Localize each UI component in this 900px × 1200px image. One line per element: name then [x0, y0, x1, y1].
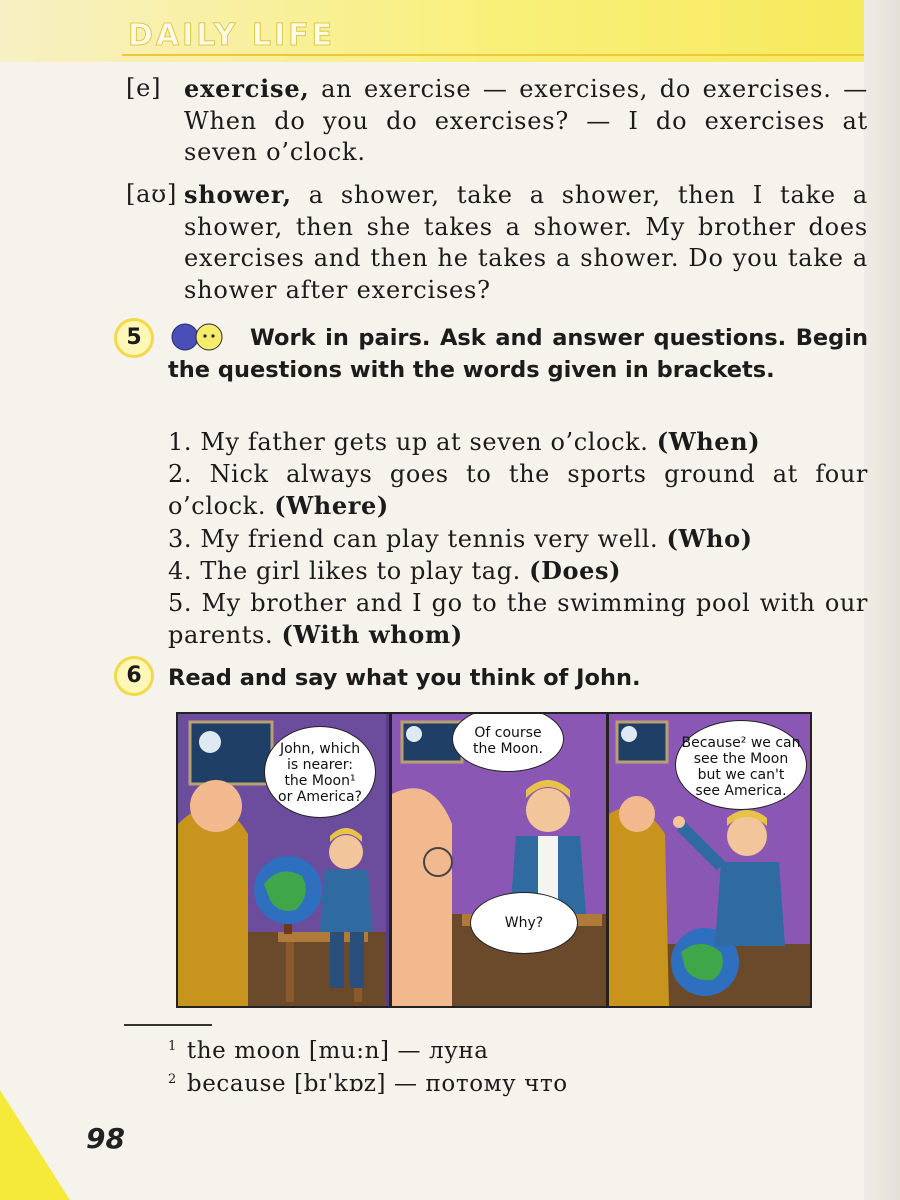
list-item: 2. Nick always goes to the sports ground at four o’clock. (Where) — [168, 459, 868, 520]
footnote: $^1$ the moon [mu:n] — луна — [168, 1038, 489, 1064]
speech-bubble: Because² we can see the Moon but we can't see America. — [675, 720, 807, 810]
exercise-number: 5 — [114, 318, 154, 358]
vocab-headword: shower, — [184, 180, 292, 209]
list-item: 4. The girl likes to play tag. (Does) — [168, 556, 622, 585]
phonetic-symbol: [aʊ] — [126, 180, 178, 208]
comic-panel-3 — [606, 714, 812, 1006]
phonetic-symbol: [e] — [126, 74, 162, 102]
speech-bubble: John, which is nearer: the Moon¹ or America? — [264, 726, 376, 818]
list-item: 1. My father gets up at seven o’clock. (When) — [168, 427, 761, 456]
vocab-examples: a shower, take a shower, then I take a shower, then she takes a shower. My brother does exercises and then he takes a shower. Do you take a shower after exercises? — [184, 181, 868, 304]
vocab-headword: exercise, — [184, 74, 310, 103]
exercise-instruction: Read and say what you think of John. — [168, 665, 641, 691]
exercise-number: 6 — [114, 656, 154, 696]
page-title: DAILY LIFE — [128, 18, 336, 53]
header-rule — [122, 54, 867, 56]
list-item: 3. My friend can play tennis very well. (Who) — [168, 523, 753, 553]
speech-bubble: Why? — [470, 892, 578, 954]
vocab-text — [184, 179, 868, 306]
comic-strip — [176, 712, 812, 1008]
vocab-text — [184, 73, 868, 169]
footnote: $^2$ because [bɪˈkɒz] — потому что — [168, 1071, 568, 1097]
page-edge — [864, 0, 900, 1200]
corner-decoration — [0, 1090, 70, 1200]
footnote-divider — [124, 1024, 212, 1026]
vocab-entry — [126, 73, 868, 169]
list-item: 5. My brother and I go to the swimming pool with our parents. (With whom) — [168, 588, 868, 649]
comic-panel-2 — [389, 714, 606, 1006]
page-number: 98 — [86, 1122, 125, 1155]
vocab-examples: an exercise — exercises, do exercises. — When do you do exercises? — I do exercises at seven o’clock. — [184, 75, 868, 166]
sentence-list — [168, 426, 868, 652]
comic-panel-1 — [178, 714, 386, 1006]
exercise-instruction: Work in pairs. Ask and answer questions. Begin the questions with the words given in brackets. — [168, 325, 868, 383]
speech-bubble: Of course the Moon. — [452, 714, 564, 772]
vocab-entry — [126, 179, 868, 306]
